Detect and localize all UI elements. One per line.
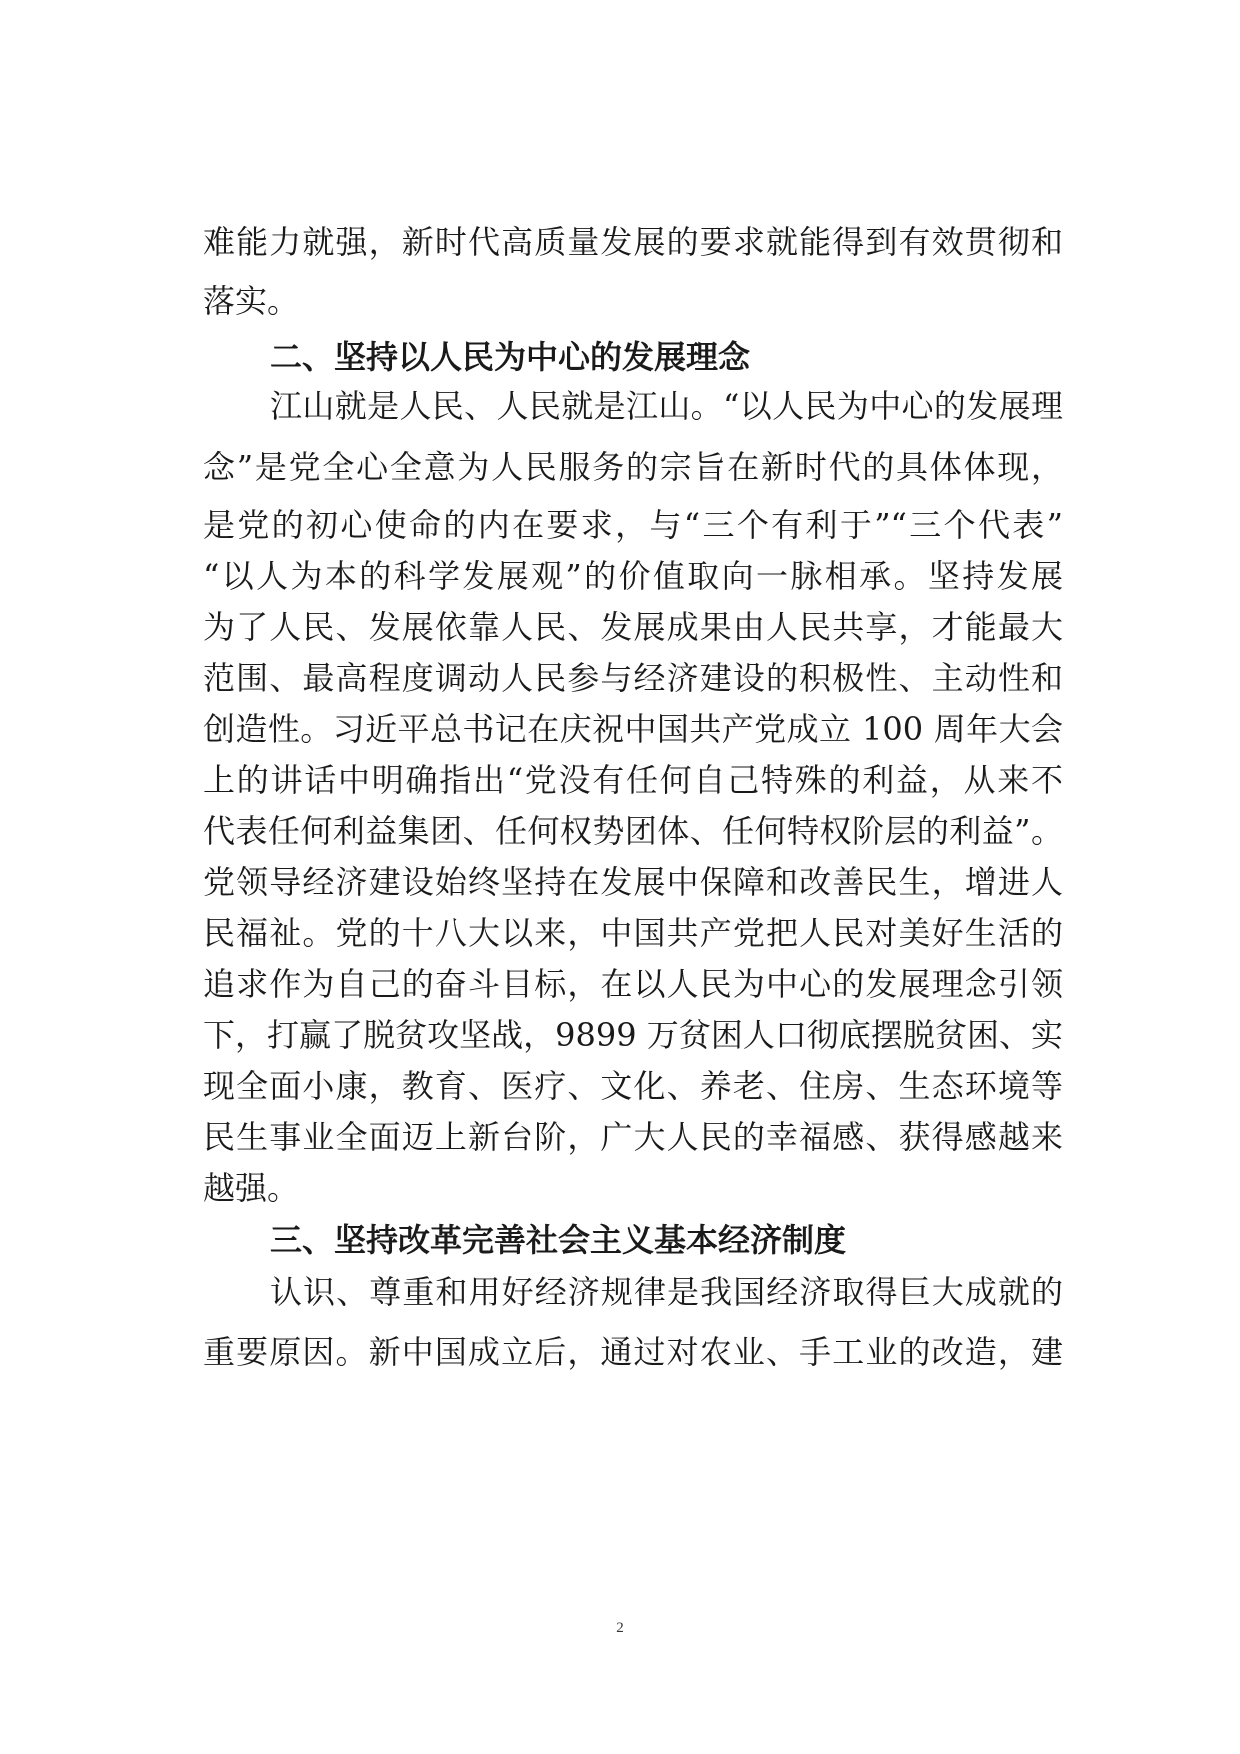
- paragraph-line: 民福祉。党的十八大以来，中国共产党把人民对美好生活的: [203, 914, 1063, 952]
- paragraph-line: 认识、尊重和用好经济规律是我国经济取得巨大成就的: [270, 1273, 1063, 1311]
- paragraph-line: “以人为本的科学发展观”的价值取向一脉相承。坚持发展: [203, 557, 1063, 595]
- paragraph-line: 上的讲话中明确指出“党没有任何自己特殊的利益，从来不: [203, 761, 1063, 799]
- page-number: 2: [616, 1620, 624, 1636]
- paragraph-line: 范围、最高程度调动人民参与经济建设的积极性、主动性和: [203, 659, 1063, 697]
- paragraph-line: 现全面小康，教育、医疗、文化、养老、住房、生态环境等: [203, 1067, 1063, 1105]
- paragraph-line: 党领导经济建设始终坚持在发展中保障和改善民生，增进人: [203, 863, 1063, 901]
- paragraph-line: 追求作为自己的奋斗目标，在以人民为中心的发展理念引领: [203, 965, 1063, 1003]
- paragraph-line: 重要原因。新中国成立后，通过对农业、手工业的改造，建: [203, 1333, 1063, 1371]
- paragraph-line: 创造性。习近平总书记在庆祝中国共产党成立 100 周年大会: [203, 710, 1063, 748]
- paragraph-line: 落实。: [203, 282, 300, 320]
- section-heading: 三、坚持改革完善社会主义基本经济制度: [270, 1221, 847, 1259]
- paragraph-line: 为了人民、发展依靠人民、发展成果由人民共享，才能最大: [203, 608, 1063, 646]
- paragraph-line: 是党的初心使命的内在要求，与“三个有利于”“三个代表”: [203, 506, 1063, 544]
- paragraph-line: 念”是党全心全意为人民服务的宗旨在新时代的具体体现，: [203, 448, 1063, 486]
- section-heading: 二、坚持以人民为中心的发展理念: [270, 338, 751, 376]
- paragraph-line: 下，打赢了脱贫攻坚战，9899 万贫困人口彻底摆脱贫困、实: [203, 1016, 1063, 1054]
- paragraph-line: 越强。: [203, 1169, 300, 1207]
- paragraph-line: 代表任何利益集团、任何权势团体、任何特权阶层的利益”。: [203, 812, 1063, 850]
- paragraph-line: 民生事业全面迈上新台阶，广大人民的幸福感、获得感越来: [203, 1118, 1063, 1156]
- paragraph-line: 难能力就强，新时代高质量发展的要求就能得到有效贯彻和: [203, 223, 1063, 261]
- paragraph-line: 江山就是人民、人民就是江山。“以人民为中心的发展理: [270, 387, 1063, 425]
